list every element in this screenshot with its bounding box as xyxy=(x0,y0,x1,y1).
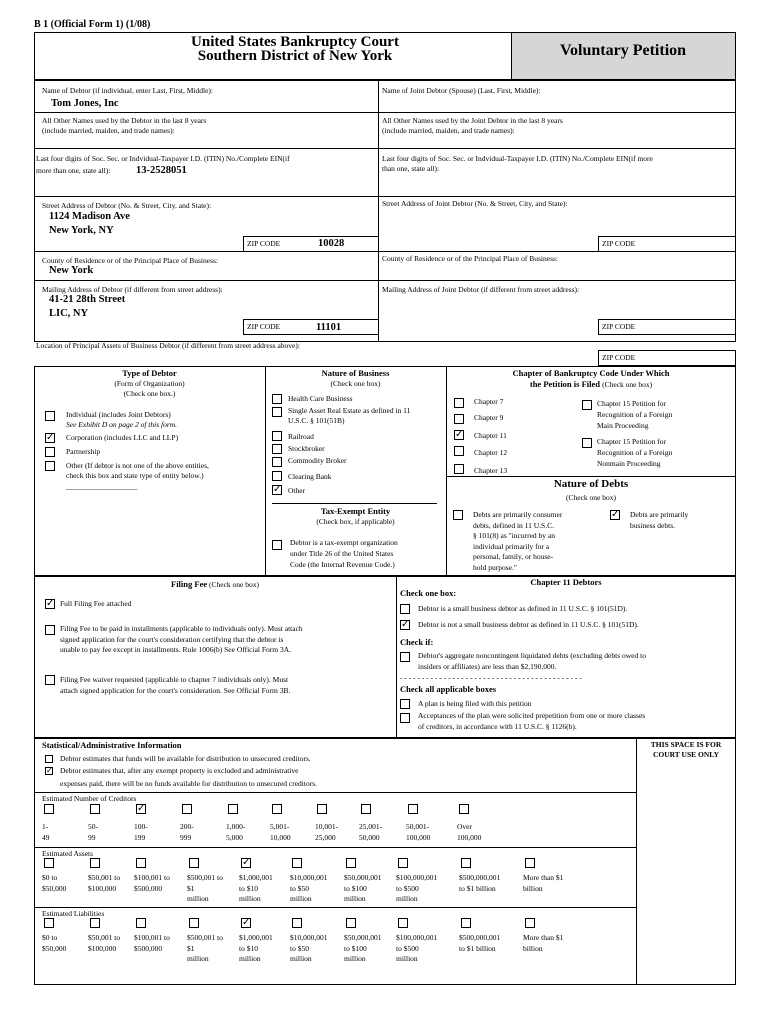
waiver-label xyxy=(60,675,290,696)
creditors-checkbox[interactable] xyxy=(272,804,282,814)
liabilities-option-line: $100,000 xyxy=(88,943,117,953)
divider xyxy=(34,847,636,848)
chapter-7-checkbox[interactable] xyxy=(454,398,464,408)
liabilities-option-line: $1 xyxy=(187,943,195,953)
tax-id-label-2: more than one, state all): xyxy=(36,166,111,175)
creditors-option-label xyxy=(359,822,382,843)
other-entity-label: Other (If debtor is not one of the above entities, xyxy=(66,461,209,470)
creditors-option-line: 50,000 xyxy=(359,832,380,842)
creditors-checkbox[interactable] xyxy=(228,804,238,814)
chapter-15-main-label: Chapter 15 Petition for xyxy=(597,399,666,408)
liabilities-label: Estimated Liabilities xyxy=(42,909,105,918)
assets-option-line: to $100 xyxy=(344,883,367,893)
assets-option-line: $100,000 xyxy=(88,883,117,893)
divider xyxy=(446,476,736,477)
health-care-label: Health Care Business xyxy=(288,394,353,403)
divider xyxy=(272,503,437,504)
nature-sub: (Check one box) xyxy=(330,379,381,388)
assets-option-line: $500,001 to xyxy=(187,873,223,882)
joint-other-names-label: All Other Names used by the Joint Debtor in the last 8 years xyxy=(382,116,563,125)
installments-line: Filing Fee to be paid in installments (applicable to individuals only). Must attach xyxy=(60,624,303,633)
creditors-option-line: 5,001- xyxy=(270,822,290,831)
partnership-checkbox[interactable] xyxy=(45,447,55,457)
liabilities-option-label xyxy=(396,933,437,965)
creditors-option-line: 999 xyxy=(180,832,192,842)
chapter-15-nonmain-label-3: Nonmain Proceeding xyxy=(597,459,661,468)
consumer-line: hold purpose." xyxy=(473,562,517,572)
assets-option-label xyxy=(42,873,66,894)
liabilities-checkbox[interactable] xyxy=(44,918,54,928)
assets-option-line: million xyxy=(290,894,312,903)
single-asset-label-2: U.S.C. § 101(51B) xyxy=(288,416,345,425)
stat-title: Statistical/Administrative Information xyxy=(42,740,182,750)
filing-fee-title xyxy=(34,579,396,590)
type-sub-2: (Check one box.) xyxy=(123,389,176,398)
joint-zip-label: ZIP CODE xyxy=(602,239,636,248)
creditors-option-line: 5,000 xyxy=(226,832,243,842)
creditors-checkbox[interactable] xyxy=(182,804,192,814)
clearing-bank-label: Clearing Bank xyxy=(288,472,332,481)
chapter-12-checkbox[interactable] xyxy=(454,446,464,456)
no-funds-label: Debtor estimates that, after any exempt property is excluded and administrative xyxy=(60,766,299,775)
individual-label: Individual (includes Joint Debtors) xyxy=(66,410,171,419)
nature-title: Nature of Business xyxy=(321,368,390,378)
chapter-title-2-sub: (Check one box) xyxy=(602,380,653,389)
no-funds-label-2: expenses paid, there will be no funds available for distribution to unsecured creditors. xyxy=(60,779,318,788)
railroad-checkbox[interactable] xyxy=(272,431,282,441)
joint-mailing-label: Mailing Address of Joint Debtor (if different from street address): xyxy=(382,285,580,294)
business-line: business debts. xyxy=(630,520,675,530)
creditors-checkbox[interactable] xyxy=(317,804,327,814)
liabilities-option-line: $50,000,001 xyxy=(344,933,382,942)
assets-option-line: million xyxy=(396,894,418,903)
liabilities-option-line: to $10 xyxy=(239,943,258,953)
liabilities-option-line: billion xyxy=(523,943,543,953)
clearing-bank-checkbox[interactable] xyxy=(272,471,282,481)
single-asset-label: Single Asset Real Estate as defined in 11 xyxy=(288,406,411,415)
location-zip-label: ZIP CODE xyxy=(602,353,636,362)
joint-county-label: County of Residence or of the Principal Place of Business: xyxy=(382,254,559,263)
liabilities-option-line: $0 to xyxy=(42,933,58,942)
assets-option-line: $50,000 xyxy=(42,883,67,893)
liabilities-checkbox[interactable] xyxy=(346,918,356,928)
business-debts-label xyxy=(630,510,688,531)
installments-label xyxy=(60,624,303,656)
assets-option-line: billion xyxy=(523,883,543,893)
location-label: Location of Principal Assets of Business Debtor (if different from street address above): xyxy=(36,341,300,350)
divider xyxy=(34,907,636,908)
creditors-label: Estimated Number of Creditors xyxy=(42,794,137,803)
liabilities-option-label xyxy=(459,933,500,954)
divider xyxy=(378,80,379,342)
liabilities-option-line: million xyxy=(344,954,366,963)
liabilities-option-label xyxy=(239,933,273,965)
assets-option-line: million xyxy=(187,894,209,903)
creditors-option-line: 10,000 xyxy=(270,832,291,842)
assets-label: Estimated Assets xyxy=(42,849,94,858)
liabilities-option-label xyxy=(344,933,382,965)
check-all-label: Check all applicable boxes xyxy=(400,684,497,694)
creditors-option-label xyxy=(134,822,148,843)
assets-checkbox[interactable] xyxy=(346,858,356,868)
assets-option-label xyxy=(134,873,170,894)
tax-id-field[interactable]: 13-2528051 xyxy=(136,165,187,176)
chapter-13-label: Chapter 13 xyxy=(474,466,508,475)
acceptances-line: Acceptances of the plan were solicited prepetition from one or more classes xyxy=(418,711,646,720)
zip-label: ZIP CODE xyxy=(247,239,281,248)
joint-name-label: Name of Joint Debtor (Spouse) (Last, First, Middle): xyxy=(382,86,541,95)
not-small-business-label: Debtor is not a small business debtor as defined in 11 U.S.C. § 101(51D). xyxy=(418,620,639,629)
type-sub: (Form of Organization) xyxy=(114,379,185,388)
mailing-zip-field[interactable]: 11101 xyxy=(316,322,342,333)
stockbroker-checkbox[interactable] xyxy=(272,444,282,454)
chapter-9-checkbox[interactable] xyxy=(454,414,464,424)
filing-fee-title-sub: (Check one box) xyxy=(207,580,259,589)
creditors-checkbox[interactable]: ✓ xyxy=(137,803,146,814)
liabilities-checkbox[interactable] xyxy=(189,918,199,928)
assets-option-label xyxy=(459,873,500,894)
assets-option-line: $10,000,001 xyxy=(290,873,328,882)
liabilities-option-line: to $50 xyxy=(290,943,309,953)
assets-option-line: $50,000,001 xyxy=(344,873,382,882)
partnership-label: Partnership xyxy=(66,447,101,456)
divider xyxy=(34,280,736,281)
other-names-label: All Other Names used by the Debtor in the last 8 years xyxy=(42,116,207,125)
petition-title: Voluntary Petition xyxy=(559,42,687,59)
aggregate-debts-checkbox[interactable] xyxy=(400,652,410,662)
liabilities-option-label xyxy=(42,933,66,954)
liabilities-option-line: million xyxy=(187,954,209,963)
divider xyxy=(34,196,736,197)
divider xyxy=(34,792,636,793)
creditors-option-label xyxy=(270,822,291,843)
assets-option-line: million xyxy=(344,894,366,903)
waiver-checkbox[interactable] xyxy=(45,675,55,685)
small-business-checkbox[interactable] xyxy=(400,604,410,614)
assets-option-line: to $50 xyxy=(290,883,309,893)
assets-checkbox[interactable] xyxy=(136,858,146,868)
liabilities-checkbox[interactable] xyxy=(525,918,535,928)
assets-option-line: to $1 billion xyxy=(459,883,496,893)
liabilities-option-line: $500,000 xyxy=(134,943,163,953)
tax-exempt-title: Tax-Exempt Entity xyxy=(320,506,391,516)
acceptances-line: of creditors, in accordance with 11 U.S.C. § 1126(b). xyxy=(418,721,577,731)
installments-line: unable to pay fee except in installments. Rule 1006(b) See Official Form 3A. xyxy=(60,645,292,654)
chapter-title-2 xyxy=(446,379,736,390)
aggregate-debts-label xyxy=(418,651,646,672)
chapter-12-label: Chapter 12 xyxy=(474,448,508,457)
business-debts-checkbox[interactable]: ✓ xyxy=(611,509,620,520)
chapter-title-2-text: the Petition is Filed xyxy=(529,379,603,389)
assets-checkbox[interactable]: ✓ xyxy=(242,857,251,868)
creditors-option-line: 1- xyxy=(42,822,49,831)
type-title: Type of Debtor xyxy=(122,368,177,378)
creditors-option-line: 100- xyxy=(134,822,148,831)
joint-tax-id-label: Last four digits of Soc. Sec. or Indvidual-Taxpayer I.D. (ITIN) No./Complete EIN(if more xyxy=(382,154,653,163)
liabilities-checkbox[interactable]: ✓ xyxy=(242,917,251,928)
full-fee-label: Full Filing Fee attached xyxy=(60,599,132,608)
individual-checkbox[interactable] xyxy=(45,411,55,421)
assets-option-line: $100,000,001 xyxy=(396,873,438,882)
assets-option-line: million xyxy=(239,894,261,903)
creditors-checkbox[interactable] xyxy=(44,804,54,814)
assets-option-line: More than $1 xyxy=(523,873,564,882)
aggregate-line: Debtor's aggregate noncontingent liquidated debts (excluding debts owed to xyxy=(418,651,646,660)
liabilities-option-label xyxy=(134,933,170,954)
creditors-option-label xyxy=(180,822,194,843)
corporation-label: Corporation (includes LLC and LLP) xyxy=(66,433,179,442)
tax-exempt-label-2: under Title 26 of the United States xyxy=(290,549,394,558)
divider xyxy=(34,148,736,149)
assets-option-label xyxy=(88,873,120,894)
other-entity-label-2: check this box and state type of entity below.) xyxy=(66,471,204,480)
tax-exempt-sub: (Check box, if applicable) xyxy=(316,517,395,526)
liabilities-option-line: $10,000,001 xyxy=(290,933,328,942)
liabilities-checkbox[interactable] xyxy=(90,918,100,928)
chapter-15-nonmain-label-2: Recognition of a Foreign xyxy=(597,448,673,457)
chapter-15-main-label-3: Main Proceeding xyxy=(597,421,649,430)
health-care-checkbox[interactable] xyxy=(272,394,282,404)
creditors-option-line: 100,000 xyxy=(406,832,431,842)
full-fee-checkbox[interactable]: ✓ xyxy=(46,598,55,609)
acceptances-label xyxy=(418,711,645,732)
no-funds-checkbox[interactable]: ✓ xyxy=(46,766,53,775)
zip-field[interactable]: 10028 xyxy=(318,238,345,249)
liabilities-option-line: $500,000,001 xyxy=(459,933,501,942)
assets-checkbox[interactable] xyxy=(461,858,471,868)
creditors-option-label xyxy=(315,822,338,843)
assets-option-line: $500,000 xyxy=(134,883,163,893)
assets-option-line: $1 xyxy=(187,883,195,893)
not-small-business-checkbox[interactable]: ✓ xyxy=(401,619,410,630)
single-asset-checkbox[interactable] xyxy=(272,407,282,417)
joint-other-names-label-2: (include married, maiden, and trade names): xyxy=(382,126,515,135)
assets-option-line: $0 to xyxy=(42,873,58,882)
aggregate-line: insiders or affiliates) are less than $2,190,000. xyxy=(418,661,557,671)
creditors-option-line: 10,001- xyxy=(315,822,339,831)
joint-street-label: Street Address of Joint Debtor (No. & Street, City, and State): xyxy=(382,199,568,208)
creditors-checkbox[interactable] xyxy=(361,804,371,814)
liabilities-option-line: $100,001 to xyxy=(134,933,170,942)
creditors-option-line: Over xyxy=(457,822,472,831)
joint-mailing-zip-label: ZIP CODE xyxy=(602,322,636,331)
creditors-option-line: 25,000 xyxy=(315,832,336,842)
creditors-checkbox[interactable] xyxy=(459,804,469,814)
assets-option-label xyxy=(523,873,563,894)
consumer-line: debts, defined in 11 U.S.C. xyxy=(473,520,554,530)
creditors-option-line: 1,000- xyxy=(226,822,246,831)
liabilities-option-line: million xyxy=(239,954,261,963)
corporation-checkbox[interactable]: ✓ xyxy=(46,432,55,443)
street-line-2[interactable]: New York, NY xyxy=(49,225,114,236)
individual-note: See Exhibit D on page 2 of this form. xyxy=(66,420,178,429)
chapter-7-label: Chapter 7 xyxy=(474,397,504,406)
assets-checkbox[interactable] xyxy=(44,858,54,868)
consumer-debts-label xyxy=(473,510,562,573)
street-line-1[interactable]: 1124 Madison Ave xyxy=(49,211,130,222)
court-use-label xyxy=(636,740,736,760)
creditors-option-line: 100,000 xyxy=(457,832,482,842)
street-label: Street Address of Debtor (No. & Street, City, and State): xyxy=(42,201,212,210)
creditors-option-line: 25,001- xyxy=(359,822,383,831)
liabilities-option-label xyxy=(88,933,120,954)
divider xyxy=(265,366,266,576)
liabilities-option-line: to $1 billion xyxy=(459,943,496,953)
assets-checkbox[interactable] xyxy=(525,858,535,868)
other-business-label: Other xyxy=(288,486,306,495)
assets-option-line: $1,000,001 xyxy=(239,873,273,882)
installments-line: signed application for the court's consideration certifying that the debtor is xyxy=(60,634,284,644)
assets-option-line: $50,001 to xyxy=(88,873,121,882)
chapter-11-label: Chapter 11 xyxy=(474,431,507,440)
other-entity-blank[interactable]: ___________________ xyxy=(66,482,138,491)
form-title: B 1 (Official Form 1) (1/08) xyxy=(34,19,151,30)
creditors-option-line: 99 xyxy=(88,832,96,842)
creditors-option-label xyxy=(42,822,50,843)
county-label: County of Residence or of the Principal Place of Business: xyxy=(42,256,219,265)
creditors-option-label xyxy=(406,822,430,843)
plan-filed-label: A plan is being filed with this petition xyxy=(418,699,532,708)
liabilities-option-line: to $100 xyxy=(344,943,367,953)
debtor-name-label: Name of Debtor (if individual, enter Last, First, Middle): xyxy=(42,86,214,95)
liabilities-option-line: million xyxy=(396,954,418,963)
creditors-option-line: 200- xyxy=(180,822,194,831)
assets-option-label xyxy=(187,873,223,905)
creditors-option-line: 199 xyxy=(134,832,146,842)
court-use-line: COURT USE ONLY xyxy=(652,750,719,759)
dashed-separator: - - - - - - - - - - - - - - - - - - - - - - - - - - - - - - - - - - - - - - - - - - xyxy=(400,673,582,682)
court-district: Southern District of New York xyxy=(197,48,393,64)
liabilities-option-line: $500,001 to xyxy=(187,933,223,942)
liabilities-option-label xyxy=(290,933,328,965)
other-business-checkbox[interactable]: ✓ xyxy=(273,484,282,495)
liabilities-checkbox[interactable] xyxy=(292,918,302,928)
small-business-label: Debtor is a small business debtor as defined in 11 U.S.C. § 101(51D). xyxy=(418,604,628,613)
check-if-label: Check if: xyxy=(400,637,434,647)
tax-exempt-checkbox[interactable] xyxy=(272,540,282,550)
mailing-line-1[interactable]: 41-21 28th Street xyxy=(49,294,126,305)
tax-exempt-label-3: Code (the Internal Revenue Code.) xyxy=(290,560,395,569)
chapter-15-nonmain-label: Chapter 15 Petition for xyxy=(597,437,666,446)
assets-checkbox[interactable] xyxy=(398,858,408,868)
funds-available-label: Debtor estimates that funds will be available for distribution to unsecured creditors. xyxy=(60,754,311,763)
creditors-option-line: 50,001- xyxy=(406,822,430,831)
assets-option-label xyxy=(396,873,437,905)
mailing-line-2[interactable]: LIC, NY xyxy=(49,308,89,319)
creditors-option-label xyxy=(226,822,245,843)
consumer-debts-checkbox[interactable] xyxy=(453,510,463,520)
ch11-title: Chapter 11 Debtors xyxy=(530,577,602,587)
divider xyxy=(34,112,736,113)
liabilities-option-line: $100,000,001 xyxy=(396,933,438,942)
chapter-13-checkbox[interactable] xyxy=(454,464,464,474)
county-field[interactable]: New York xyxy=(49,265,94,276)
court-use-line: THIS SPACE IS FOR xyxy=(650,740,722,749)
consumer-line: § 101(8) as "incurred by an xyxy=(473,531,555,540)
liabilities-checkbox[interactable] xyxy=(136,918,146,928)
mailing-zip-label: ZIP CODE xyxy=(247,322,281,331)
creditors-option-line: 50- xyxy=(88,822,98,831)
railroad-label: Railroad xyxy=(288,432,314,441)
commodity-broker-checkbox[interactable] xyxy=(272,457,282,467)
liabilities-checkbox[interactable] xyxy=(398,918,408,928)
check-one-label: Check one box: xyxy=(400,588,457,598)
consumer-line: Debts are primarily consumer xyxy=(473,510,563,519)
divider xyxy=(396,576,397,738)
consumer-line: individual primarily for a xyxy=(473,541,550,551)
creditors-checkbox[interactable] xyxy=(408,804,418,814)
assets-option-label xyxy=(239,873,273,905)
chapter-11-checkbox[interactable]: ✓ xyxy=(455,429,464,440)
liabilities-option-label xyxy=(187,933,223,965)
chapter-15-main-label-2: Recognition of a Foreign xyxy=(597,410,673,419)
assets-checkbox[interactable] xyxy=(292,858,302,868)
plan-filed-checkbox[interactable] xyxy=(400,699,410,709)
assets-option-line: $100,001 to xyxy=(134,873,170,882)
assets-option-line: to $10 xyxy=(239,883,258,893)
debts-sub: (Check one box) xyxy=(566,493,616,502)
assets-option-label xyxy=(344,873,382,905)
acceptances-checkbox[interactable] xyxy=(400,713,410,723)
assets-checkbox[interactable] xyxy=(90,858,100,868)
mailing-label: Mailing Address of Debtor (if different from street address): xyxy=(42,285,223,294)
debts-title: Nature of Debts xyxy=(553,478,629,490)
creditors-option-label xyxy=(457,822,481,843)
liabilities-option-line: $50,001 to xyxy=(88,933,121,942)
chapter-15-nonmain-checkbox[interactable] xyxy=(582,438,592,448)
commodity-broker-label: Commodity Broker xyxy=(288,456,347,465)
debtor-name-field[interactable]: Tom Jones, Inc xyxy=(51,98,119,109)
business-line: Debts are primarily xyxy=(630,510,689,519)
waiver-line: attach signed application for the court's consideration. See Official Form 3B. xyxy=(60,685,291,695)
assets-checkbox[interactable] xyxy=(189,858,199,868)
assets-option-line: $500,000,001 xyxy=(459,873,501,882)
liabilities-option-line: to $500 xyxy=(396,943,419,953)
tax-exempt-label: Debtor is a tax-exempt organization xyxy=(290,538,398,547)
liabilities-checkbox[interactable] xyxy=(461,918,471,928)
creditors-option-line: 49 xyxy=(42,832,50,842)
liabilities-option-line: million xyxy=(290,954,312,963)
waiver-line: Filing Fee waiver requested (applicable to chapter 7 individuals only). Must xyxy=(60,675,289,684)
divider xyxy=(446,366,447,576)
liabilities-option-line: More than $1 xyxy=(523,933,564,942)
tax-id-label: Last four digits of Soc. Sec. or Indvidual-Taxpayer I.D. (ITIN) No./Complete EIN(if xyxy=(36,154,290,163)
filing-fee-title-text: Filing Fee xyxy=(171,579,208,589)
chapter-15-main-checkbox[interactable] xyxy=(582,400,592,410)
chapter-9-label: Chapter 9 xyxy=(474,413,504,422)
other-names-label-2: (include married, maiden, and trade names): xyxy=(42,126,175,135)
liabilities-option-line: $1,000,001 xyxy=(239,933,273,942)
chapter-title: Chapter of Bankruptcy Code Under Which xyxy=(512,368,670,378)
other-entity-checkbox[interactable] xyxy=(45,461,55,471)
assets-option-line: to $500 xyxy=(396,883,419,893)
creditors-option-label xyxy=(88,822,98,843)
funds-available-checkbox[interactable] xyxy=(45,755,53,763)
creditors-checkbox[interactable] xyxy=(90,804,100,814)
court-name: United States Bankruptcy Court xyxy=(191,34,399,50)
divider xyxy=(636,738,637,985)
consumer-line: personal, family, or house- xyxy=(473,552,554,561)
liabilities-option-label xyxy=(523,933,563,954)
installments-checkbox[interactable] xyxy=(45,625,55,635)
assets-option-label xyxy=(290,873,328,905)
joint-tax-id-label-2: than one, state all): xyxy=(382,164,440,173)
liabilities-option-line: $50,000 xyxy=(42,943,67,953)
stockbroker-label: Stockbroker xyxy=(288,444,325,453)
